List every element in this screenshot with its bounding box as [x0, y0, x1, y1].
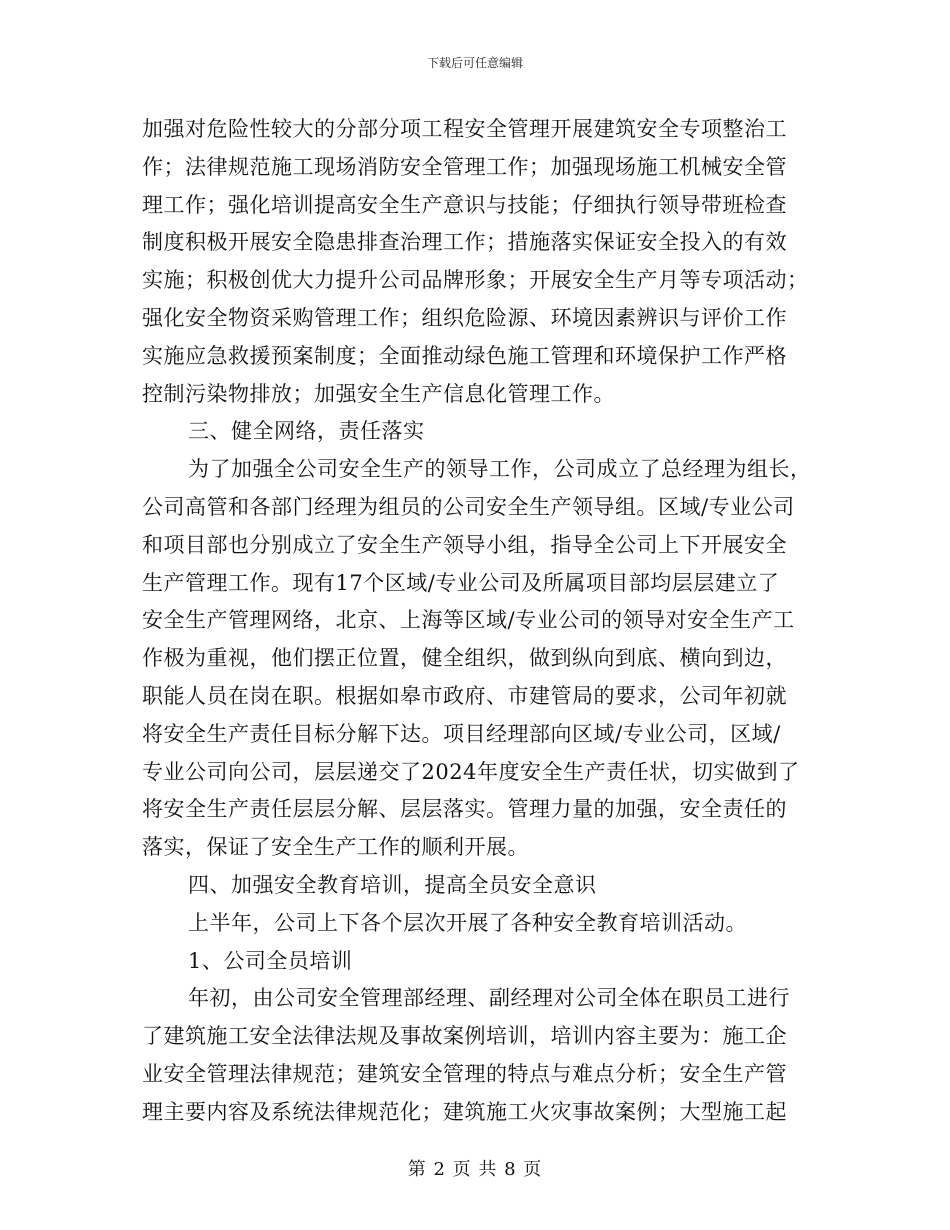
- text-line: 四、加强安全教育培训，提高全员安全意识: [188, 872, 597, 897]
- text-line: 作；法律规范施工现场消防安全管理工作；加强现场施工机械安全管: [142, 154, 787, 179]
- text-line: 三、健全网络，责任落实: [188, 419, 425, 444]
- text-line: 实施应急救援预案制度；全面推动绿色施工管理和环境保护工作严格: [142, 343, 787, 368]
- text-line: 理工作；强化培训提高安全生产意识与技能；仔细执行领导带班检查: [142, 192, 787, 217]
- text-line: 将安全生产责任层层分解、层层落实。管理力量的加强，安全责任的: [142, 797, 787, 822]
- text-line: 加强对危险性较大的分部分项工程安全管理开展建筑安全专项整治工: [142, 117, 787, 141]
- text-line: 作极为重视，他们摆正位置，健全组织，做到纵向到底、横向到边，: [142, 646, 787, 671]
- text-line: 强化安全物资采购管理工作；组织危险源、环境因素辨识与评价工作: [142, 305, 787, 330]
- document-body: [142, 111, 810, 1132]
- text-line: 业安全管理法律规范；建筑安全管理的特点与难点分析；安全生产管: [142, 1061, 787, 1086]
- text-line: 和项目部也分别成立了安全生产领导小组，指导全公司上下开展安全: [142, 532, 787, 557]
- text-line: 为了加强全公司安全生产的领导工作，公司成立了总经理为组长，: [188, 457, 812, 482]
- text-line: 安全生产管理网络，北京、上海等区域/专业公司的领导对安全生产工: [142, 608, 795, 633]
- text-line: 将安全生产责任目标分解下达。项目经理部向区域/专业公司，区域/: [142, 721, 781, 746]
- text-line: 上半年，公司上下各个层次开展了各种安全教育培训活动。: [188, 910, 747, 935]
- text-line: 了建筑施工安全法律法规及事故案例培训，培训内容主要为：施工企: [142, 1024, 787, 1049]
- page-number-footer: 第 2 页 共 8 页: [407, 1159, 543, 1180]
- text-line: 实施；积极创优大力提升公司品牌形象；开展安全生产月等专项活动；: [142, 268, 809, 293]
- text-line: 公司高管和各部门经理为组员的公司安全生产领导组。区域/专业公司: [142, 494, 795, 519]
- text-line: 理主要内容及系统法律规范化；建筑施工火灾事故案例；大型施工起: [142, 1099, 787, 1124]
- text-line: 专业公司向公司，层层递交了2024年度安全生产责任状，切实做到了: [142, 759, 800, 784]
- page-header-note: 下载后可任意编辑: [426, 56, 523, 70]
- text-line: 年初，由公司安全管理部经理、副经理对公司全体在职员工进行: [188, 986, 790, 1011]
- text-line: 1、公司全员培训: [188, 948, 353, 973]
- text-line: 职能人员在岗在职。根据如皋市政府、市建管局的要求，公司年初就: [142, 683, 787, 708]
- text-line: 落实，保证了安全生产工作的顺利开展。: [142, 835, 529, 860]
- text-line: 制度积极开展安全隐患排查治理工作；措施落实保证安全投入的有效: [142, 230, 787, 255]
- text-line: 控制污染物排放；加强安全生产信息化管理工作。: [142, 381, 615, 406]
- text-line: 生产管理工作。现有17个区域/专业公司及所属项目部均层层建立了: [142, 570, 780, 595]
